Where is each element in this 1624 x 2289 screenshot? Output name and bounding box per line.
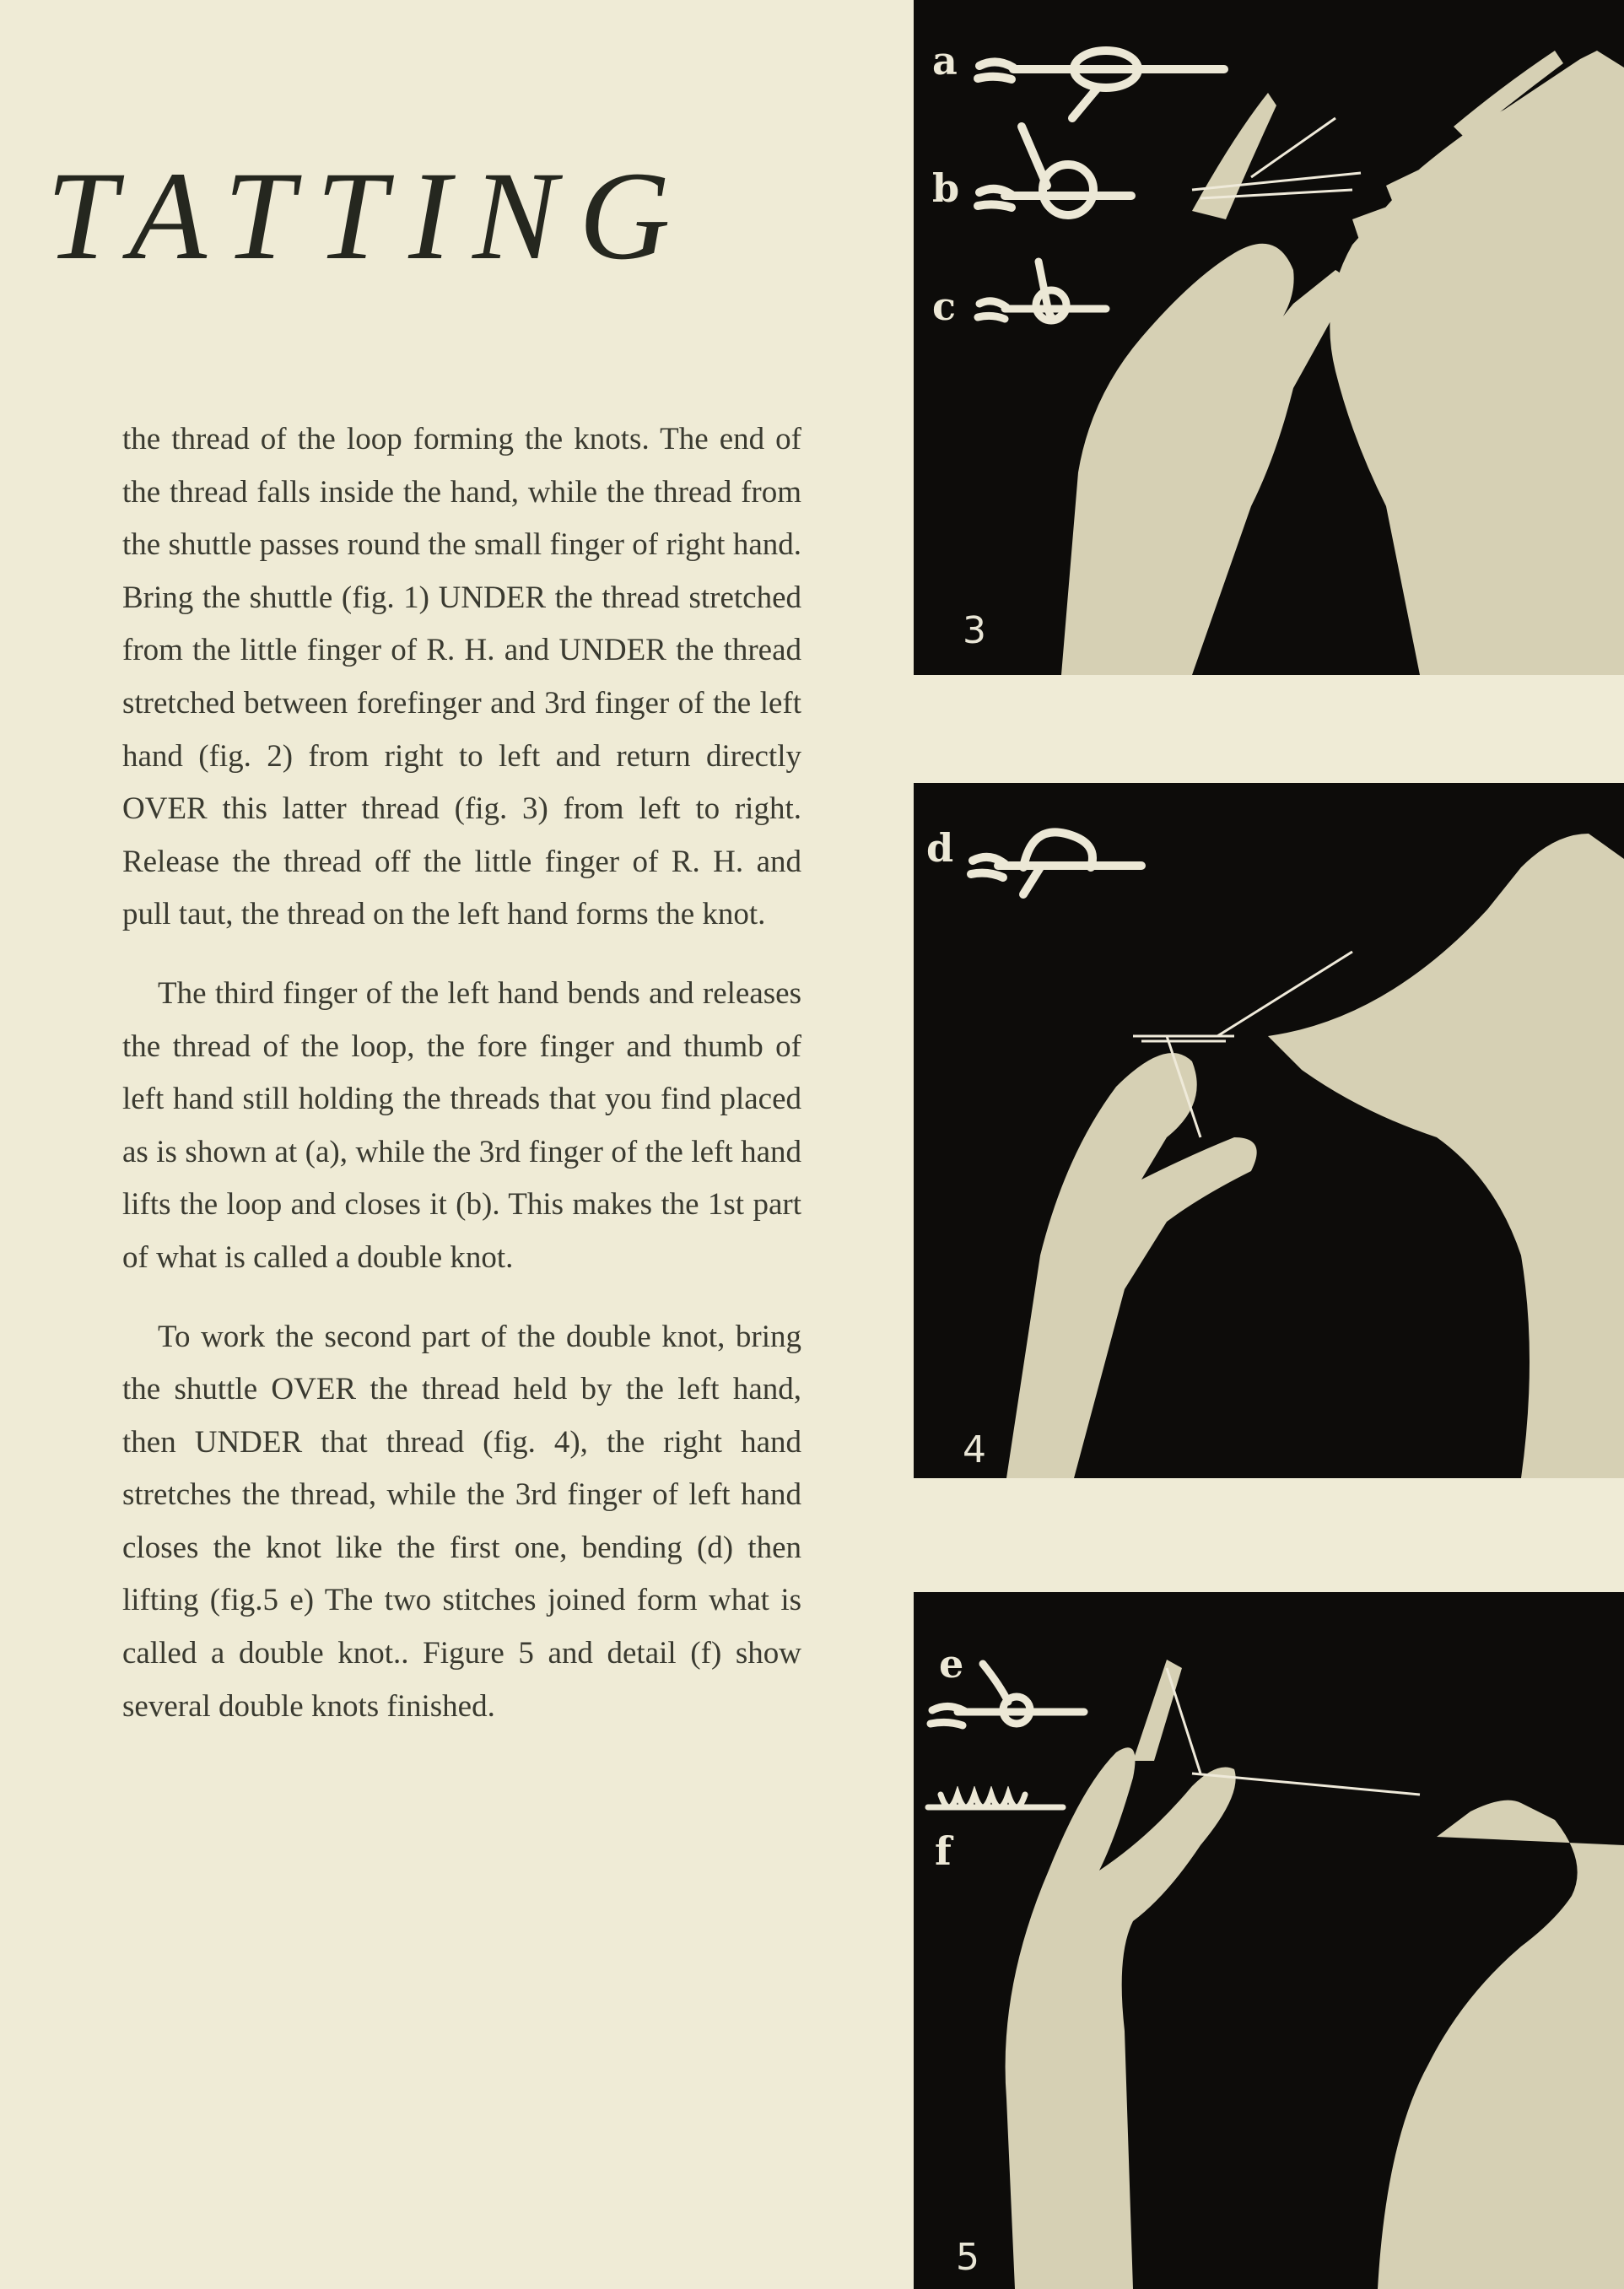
knot-diagram-a-icon (971, 40, 1233, 125)
figure-number-3: 3 (963, 609, 986, 652)
page-title: TATTING (46, 146, 693, 286)
figure-3-photo (914, 0, 1624, 675)
knot-chain-f-icon (924, 1786, 1067, 1828)
knot-diagram-e-icon (924, 1651, 1093, 1736)
body-text (122, 413, 801, 1733)
knot-diagram-d-icon (964, 817, 1150, 901)
knot-diagram-b-icon (971, 118, 1140, 228)
knot-diagram-c-icon (971, 253, 1114, 346)
paragraph-2: The third finger of the left hand bends and releases the thread of the loop, the fore finger and thumb of left hand still holding the threads that you find placed as is shown at (a), while the 3rd finger of the left hand lifts the loop and closes it (b). This makes the 1st part of what is called a double knot. (122, 975, 801, 1275)
paragraph-1: the thread of the loop forming the knots. The end of the thread falls inside the hand, while the thread from the shuttle passes round the small finger of right hand. Bring the shuttle (fig. 1) UNDER the thread stretched from the little finger of R. H. and UNDER the thread stretched between forefinger and 3rd finger of the left hand (fig. 2) from right to left and return directly OVER this latter thread (fig. 3) from left to right. Release the thread off the little finger of R. H. and pull taut, the thread on the left hand forms the knot. (122, 422, 801, 932)
figure-number-5: 5 (956, 2236, 979, 2279)
knot-letter-d: d (926, 825, 954, 871)
figure-number-4: 4 (963, 1428, 986, 1471)
knot-letter-e: e (939, 1641, 964, 1687)
paragraph-3: To work the second part of the double knot, bring the shuttle OVER the thread held by the left hand, then UNDER that thread (fig. 4), the right hand stretches the thread, while the 3rd finger of left hand closes the knot like the first one, bending (d) then lifting (fig.5 e) The two stitches joined form what is called a double knot.. Figure 5 and detail (f) show several double knots finished. (122, 1319, 801, 1724)
knot-letter-f: f (935, 1828, 952, 1874)
knot-letter-c: c (932, 283, 957, 329)
knot-letter-b: b (932, 165, 960, 211)
knot-letter-a: a (932, 38, 958, 84)
figure-5-photo (914, 1592, 1624, 2289)
figure-4-photo (914, 783, 1624, 1478)
